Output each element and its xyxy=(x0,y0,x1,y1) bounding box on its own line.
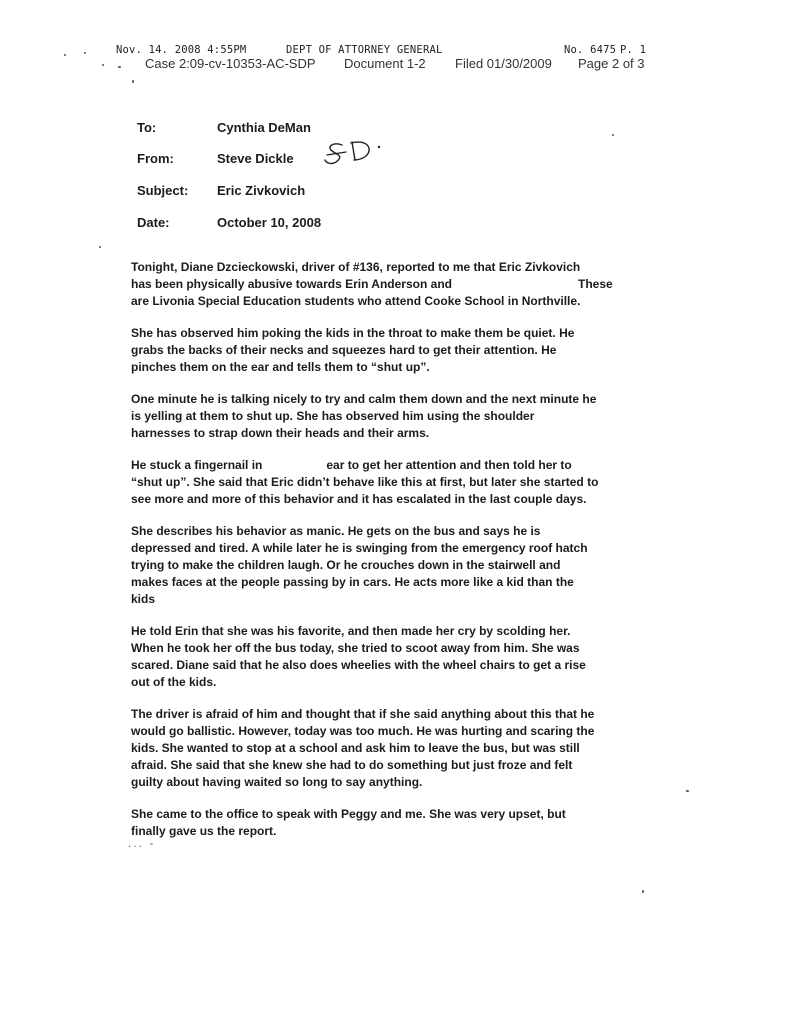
body-line: afraid. She said that she knew she had to do something but just froze and felt xyxy=(131,758,573,772)
fax-sender: DEPT OF ATTORNEY GENERAL xyxy=(286,44,443,56)
to-label: To: xyxy=(137,120,157,135)
body-line: would go ballistic. However, today was too much. He was hurting and scaring the xyxy=(131,724,595,738)
body-line: One minute he is talking nicely to try and calm them down and the next minute he xyxy=(131,392,597,406)
paragraph xyxy=(131,523,631,608)
body-line: finally gave us the report. xyxy=(131,824,277,838)
body-line-part: has been physically abusive towards Erin Anderson and xyxy=(131,277,452,291)
scan-speck xyxy=(99,246,101,248)
paragraph xyxy=(131,706,631,791)
body-line xyxy=(131,276,631,293)
page-number: Page 2 of 3 xyxy=(578,56,645,71)
from-label: From: xyxy=(137,151,174,166)
scan-speck xyxy=(84,52,86,54)
body-line: pinches them on the ear and tells them to “shut up”. xyxy=(131,360,430,374)
body-line: is yelling at them to shut up. She has observed him using the shoulder xyxy=(131,409,535,423)
handwritten-initials xyxy=(322,136,386,170)
body-line: see more and more of this behavior and it has escalated in the last couple days. xyxy=(131,492,587,506)
to-value: Cynthia DeMan xyxy=(217,120,311,135)
scan-speck xyxy=(132,80,134,83)
body-line: She came to the office to speak with Peggy and me. She was very upset, but xyxy=(131,807,566,821)
body-line-part: These xyxy=(577,277,613,291)
subject-label: Subject: xyxy=(137,183,189,198)
body-line-part: ear to get her attention and then told her to xyxy=(326,458,572,472)
scan-speck xyxy=(642,890,644,893)
body-line: kids. She wanted to stop at a school and ask him to leave the bus, but was still xyxy=(131,741,580,755)
body-line: grabs the backs of their necks and squeezes hard to get their attention. He xyxy=(131,343,557,357)
memo-body xyxy=(131,259,631,855)
paragraph xyxy=(131,259,631,310)
fax-number: No. 6475 xyxy=(564,44,617,56)
paragraph xyxy=(131,325,631,376)
body-line: “shut up”. She said that Eric didn’t behave like this at first, but later she started to xyxy=(131,475,599,489)
document-number: Document 1-2 xyxy=(344,56,426,71)
trailing-mark: ... - xyxy=(128,836,156,850)
paragraph xyxy=(131,806,631,840)
scan-speck xyxy=(64,54,66,56)
body-line: depressed and tired. A while later he is swinging from the emergency roof hatch xyxy=(131,541,588,555)
body-line: kids xyxy=(131,592,156,606)
body-line-part: He stuck a fingernail in xyxy=(131,458,263,472)
paragraph xyxy=(131,457,631,508)
body-line: are Livonia Special Education students who attend Cooke School in Northville. xyxy=(131,294,581,308)
date-label: Date: xyxy=(137,215,170,230)
body-line: makes faces at the people passing by in cars. He acts more like a kid than the xyxy=(131,575,574,589)
body-line: Tonight, Diane Dzcieckowski, driver of #136, reported to me that Eric Zivkovich xyxy=(131,260,581,274)
body-line: trying to make the children laugh. Or he crouches down in the stairwell and xyxy=(131,558,561,572)
scan-speck xyxy=(118,66,121,68)
subject-value: Eric Zivkovich xyxy=(217,183,306,198)
body-line: harnesses to strap down their heads and their arms. xyxy=(131,426,430,440)
body-line xyxy=(131,457,631,474)
fax-date-time: Nov. 14. 2008 4:55PM xyxy=(116,44,247,56)
body-line: guilty about having waited so long to say anything. xyxy=(131,775,423,789)
scan-speck xyxy=(612,134,614,136)
filed-date: Filed 01/30/2009 xyxy=(455,56,552,71)
case-number: Case 2:09-cv-10353-AC-SDP xyxy=(145,56,316,71)
paragraph xyxy=(131,391,631,442)
scan-speck xyxy=(102,64,104,66)
body-line: He told Erin that she was his favorite, and then made her cry by scolding her. xyxy=(131,624,571,638)
body-line: She describes his behavior as manic. He gets on the bus and says he is xyxy=(131,524,541,538)
body-line: scared. Diane said that he also does wheelies with the wheel chairs to get a rise xyxy=(131,658,586,672)
fax-page: P. 1 xyxy=(620,44,647,56)
date-value: October 10, 2008 xyxy=(217,215,322,230)
paragraph xyxy=(131,623,631,691)
body-line: She has observed him poking the kids in the throat to make them be quiet. He xyxy=(131,326,575,340)
body-line: When he took her off the bus today, she tried to scoot away from him. She was xyxy=(131,641,580,655)
body-line: out of the kids. xyxy=(131,675,217,689)
from-value: Steve Dickle xyxy=(217,151,294,166)
body-line: The driver is afraid of him and thought that if she said anything about this that he xyxy=(131,707,595,721)
scan-speck xyxy=(686,790,689,792)
